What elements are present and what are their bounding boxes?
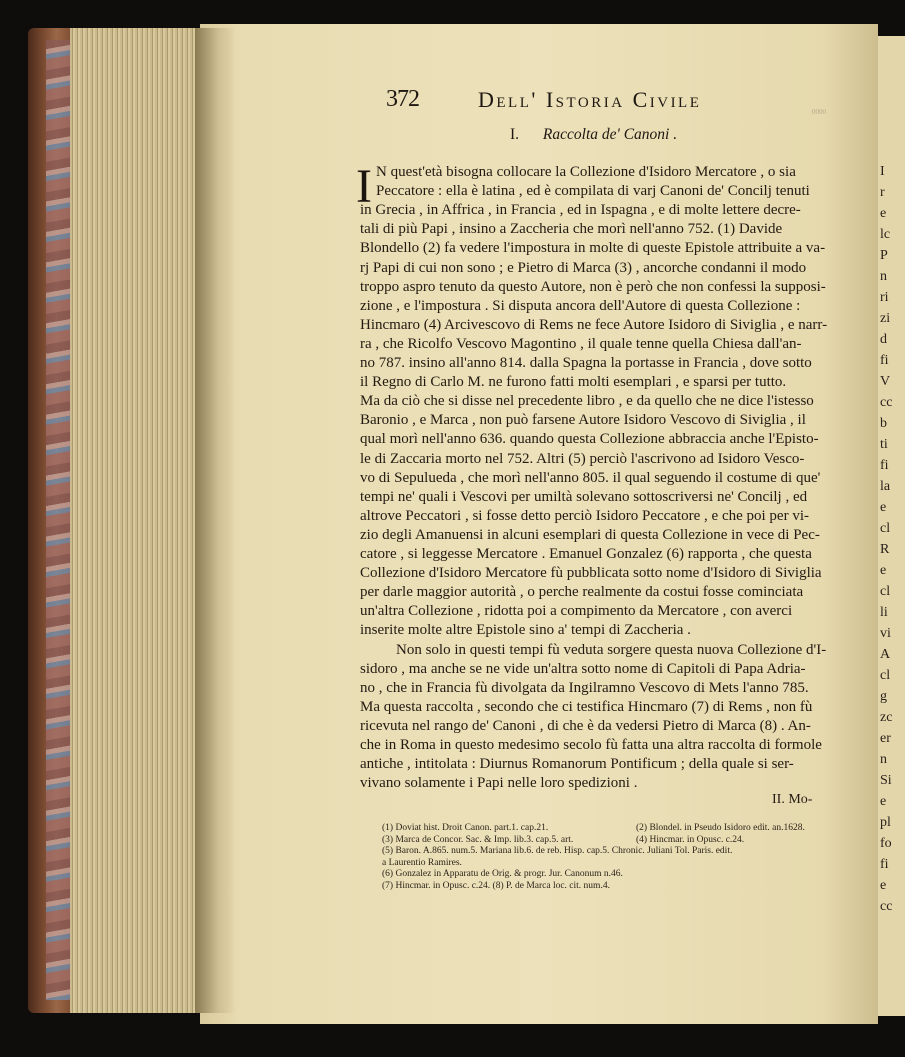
text-line: altrove Peccatori , si fosse detto perciò Isidoro Peccatore , e che poi per vi-: [360, 507, 809, 524]
facing-page-fragment: n: [880, 752, 887, 767]
facing-page-fragment: cc: [880, 899, 893, 914]
facing-page-fragment: g: [880, 689, 887, 704]
facing-page-fragment: e: [880, 563, 887, 578]
text-line: ricevuta nel rango de' Canoni , di che è da vedersi Pietro di Marca (8) . An-: [360, 717, 811, 734]
page-edges: [70, 28, 200, 1013]
text-line: un'altra Collezione , ridotta poi a compimento da Mercatore , con averci: [360, 603, 793, 620]
text-line: inserite molte altre Epistole sino a' tempi di Zaccheria .: [360, 622, 691, 639]
footnote: a Laurentio Ramires.: [382, 857, 462, 868]
footnote: (2) Blondel. in Pseudo Isidoro edit. an.1628.: [636, 823, 805, 833]
text-line: Collezione d'Isidoro Mercatore fù pubblicata sotto nome d'Isidoro di Siviglia: [360, 565, 822, 582]
facing-page-fragment: n: [880, 269, 887, 284]
text-line: Blondello (2) fa vedere l'impostura in molte di queste Epistole attribuite a va-: [360, 240, 826, 257]
facing-page-fragment: b: [880, 416, 887, 431]
facing-page-fragment: cl: [880, 521, 891, 536]
text-line: in Grecia , in Affrica , in Francia , ed in Ispagna , e di molte lettere decre-: [360, 202, 801, 219]
section-number: I.: [510, 126, 520, 143]
text-line: qual morì nell'anno 636. quando questa Collezione abbraccia anche l'Episto-: [360, 431, 819, 448]
facing-page-fragment: Si: [880, 773, 892, 788]
facing-page-edge: [878, 36, 905, 1016]
facing-page-fragment: er: [880, 731, 891, 746]
footnote: (4) Hincmar. in Opusc. c.24.: [636, 834, 745, 845]
marbled-endpaper: [46, 40, 70, 1000]
text-line: Ma questa raccolta , secondo che ci testifica Hincmaro (7) di Rems , non fù: [360, 698, 813, 715]
facing-page-fragment: P: [880, 248, 888, 263]
text-line: catore , si leggesse Mercatore . Emanuel Gonzalez (6) rapporta , che questa: [360, 546, 812, 562]
text-line: no , che in Francia fù divolgata da Ingilramno Vescovo di Mets l'anno 785.: [360, 679, 809, 696]
text-line: ra , che Ricolfo Vescovo Magontino , il quale tenne quella Chiesa dall'an-: [360, 335, 802, 352]
facing-page-fragment: V: [880, 374, 891, 389]
footnote: (5) Baron. A.865. num.5. Mariana lib.6. de reb. Hisp. cap.5. Chronic. Juliani Tol. Paris. edit.: [382, 846, 733, 857]
footnote: (6) Gonzalez in Apparatu de Orig. & progr. Jur. Canonum n.46.: [382, 869, 623, 880]
footnote: (7) Hincmar. in Opusc. c.24. (8) P. de Marca loc. cit. num.4.: [382, 881, 610, 891]
page-gutter-shadow: [195, 28, 235, 1013]
facing-page-fragment: e: [880, 878, 887, 893]
text-line: N quest'età bisogna collocare la Collezione d'Isidoro Mercatore , o sia: [376, 164, 796, 180]
footnote: (3) Marca de Concor. Sac. & Imp. lib.3. cap.5. art.: [382, 834, 574, 845]
facing-page-fragment: fi: [880, 458, 889, 473]
text-line: vivano solamente i Papi nelle loro spedizioni .: [360, 775, 638, 792]
text-line: tempi ne' quali i Vescovi per umiltà solevano sottoscriversi ne' Concilj , ed: [360, 488, 808, 505]
facing-page-fragment: d: [880, 332, 887, 347]
facing-page-fragment: I: [880, 164, 885, 179]
facing-page-fragment: fo: [880, 836, 892, 851]
library-stamp: 0000: [812, 108, 826, 116]
facing-page-fragment: lc: [880, 227, 891, 242]
text-line: zione , e l'impostura . Si disputa ancora dell'Autore di questa Collezione :: [360, 297, 801, 314]
text-line: per darle maggior autorità , o perche realmente da costui fosse cominciata: [360, 584, 804, 601]
text-line: Non solo in questi tempi fù veduta sorgere questa nuova Collezione d'I-: [396, 641, 827, 658]
facing-page-fragment: r: [880, 185, 885, 200]
facing-page-fragment: fi: [880, 353, 889, 368]
text-line: Peccatore : ella è latina , ed è compilata di varj Canoni de' Concilj tenuti: [376, 183, 810, 200]
text-line: vo di Sepulueda , che morì nell'anno 805. il qual seguendo il costume di que': [360, 469, 821, 486]
section-heading: [510, 126, 677, 144]
text-line: troppo aspro tenuto da questo Autore, non è però che non confessi la supposi-: [360, 278, 826, 295]
page-number: 372: [386, 86, 419, 112]
facing-page-fragment: li: [880, 605, 888, 620]
section-title: Raccolta de' Canoni .: [542, 126, 678, 143]
footnote: (1) Doviat hist. Droit Canon. part.1. cap.21.: [382, 823, 549, 833]
text-line: no 787. insino all'anno 814. dalla Spagna la portasse in Francia , dove sotto: [360, 355, 812, 371]
facing-page-fragment: cl: [880, 668, 891, 683]
facing-page-fragment: pl: [880, 815, 891, 830]
text-line: Baronio , e Marca , non può farsene Autore Isidoro Vescovo di Siviglia , il: [360, 412, 806, 429]
text-line: Ma da ciò che si disse nel precedente libro , e da quello che ne dice l'istesso: [360, 393, 814, 410]
facing-page-fragment: cl: [880, 584, 891, 599]
text-line: che in Roma in questo medesimo secolo fù fatta una altra raccolta di formole: [360, 737, 822, 753]
text-line: sidoro , ma anche se ne vide un'altra sotto nome di Capitoli di Papa Adria-: [360, 660, 806, 677]
catchword: II. Mo-: [772, 792, 813, 807]
facing-page-fragment: cc: [880, 395, 893, 410]
facing-page-fragment: ti: [880, 437, 888, 452]
facing-page-fragment: e: [880, 794, 887, 809]
facing-page-fragment: la: [880, 479, 891, 494]
facing-page-fragment: zc: [880, 710, 893, 725]
text-line: rj Papi di cui non sono ; e Pietro di Marca (3) , ancorche condanni il modo: [360, 259, 807, 276]
text-line: le di Zaccaria morto nel 752. Altri (5) perciò l'ascrivono ad Isidoro Vesco-: [360, 450, 805, 467]
text-line: antiche , intitolata : Diurnus Romanorum Pontificum ; della quale si ser-: [360, 756, 794, 773]
drop-cap: I: [356, 160, 372, 213]
facing-page-fragment: e: [880, 500, 887, 515]
facing-page-fragment: vi: [880, 626, 891, 641]
facing-page-fragment: fi: [880, 857, 889, 872]
running-title: Dell' Istoria Civile: [478, 87, 702, 112]
facing-page-fragment: R: [880, 542, 890, 557]
text-line: Hincmaro (4) Arcivescovo di Rems ne fece Autore Isidoro di Siviglia , e narr-: [360, 316, 828, 333]
facing-page-fragment: ri: [880, 290, 889, 305]
text-line: zio degli Amanuensi in alcuni esemplari di questa Collezione in vece di Pec-: [360, 526, 820, 543]
facing-page-fragment: A: [880, 647, 891, 662]
text-line: il Regno di Carlo M. ne furono fatti molti esemplari , e sparsi per tutto.: [360, 374, 787, 391]
facing-page-fragment: e: [880, 206, 887, 221]
facing-page-fragment: zi: [880, 311, 891, 326]
page-header: [386, 86, 786, 116]
text-line: tali di più Papi , insino a Zaccheria che morì nell'anno 752. (1) Davide: [360, 221, 783, 238]
